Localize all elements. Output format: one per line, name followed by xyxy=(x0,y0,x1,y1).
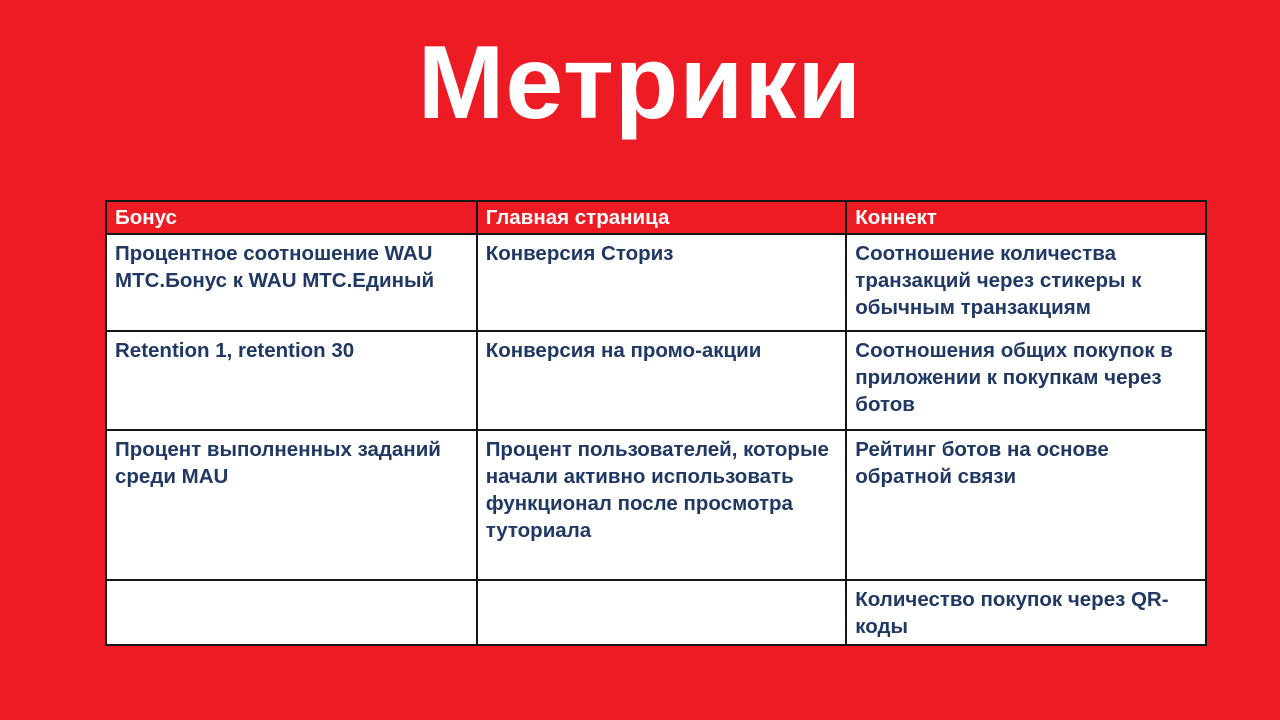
cell-connect: Рейтинг ботов на основе обратной связи xyxy=(846,430,1206,580)
column-header-connect: Коннект xyxy=(846,201,1206,234)
cell-main-page xyxy=(477,580,847,645)
metrics-table xyxy=(105,200,1207,646)
cell-connect: Количество покупок через QR-коды xyxy=(846,580,1206,645)
cell-bonus: Retention 1, retention 30 xyxy=(106,331,477,430)
cell-main-page: Процент пользователей, которые начали активно использовать функционал после просмотра туториала xyxy=(477,430,847,580)
cell-connect: Соотношения общих покупок в приложении к покупкам через ботов xyxy=(846,331,1206,430)
cell-main-page: Конверсия Сториз xyxy=(477,234,847,331)
column-header-bonus: Бонус xyxy=(106,201,477,234)
cell-bonus xyxy=(106,580,477,645)
cell-main-page: Конверсия на промо-акции xyxy=(477,331,847,430)
page-title: Метрики xyxy=(417,25,863,141)
cell-connect: Соотношение количества транзакций через стикеры к обычным транзакциям xyxy=(846,234,1206,331)
cell-bonus: Процентное соотношение WAU МТС.Бонус к WAU МТС.Единый xyxy=(106,234,477,331)
table-row xyxy=(106,234,1206,331)
table-row xyxy=(106,331,1206,430)
cell-bonus: Процент выполненных заданий среди MAU xyxy=(106,430,477,580)
table-row xyxy=(106,430,1206,580)
table-header-row xyxy=(106,201,1206,234)
table-row xyxy=(106,580,1206,645)
column-header-main-page: Главная страница xyxy=(477,201,847,234)
